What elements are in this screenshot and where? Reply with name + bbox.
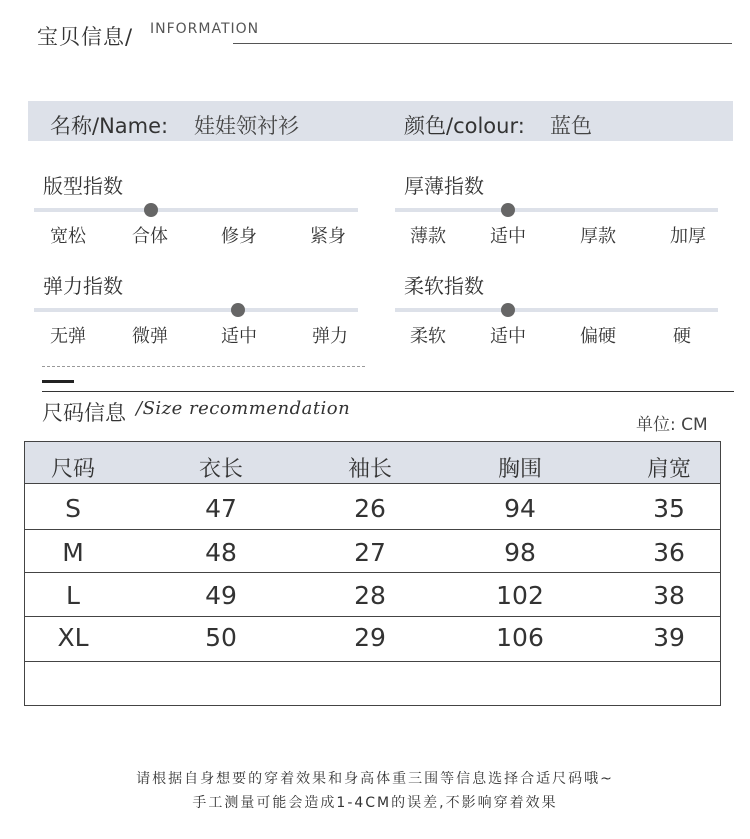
- header-divider: [233, 43, 732, 44]
- size-section-title: 尺码信息: [42, 401, 126, 425]
- stretch-index-option: 适中: [221, 326, 257, 347]
- table-header-cell: 肩宽: [646, 457, 691, 482]
- fit-index-option: 修身: [221, 226, 257, 247]
- fit-index-option: 宽松: [50, 226, 86, 247]
- stretch-index-track: [34, 308, 358, 312]
- size-advice-note: 请根据自身想要的穿着效果和身高体重三围等信息选择合适尺码哦~: [136, 771, 614, 787]
- name-value: 娃娃领衬衫: [194, 114, 299, 138]
- measurement-cell: 49: [205, 581, 237, 610]
- measurement-cell: 39: [653, 623, 685, 652]
- measurement-cell: 48: [205, 538, 237, 567]
- size-label-cell: S: [65, 494, 81, 523]
- table-row-divider: [25, 661, 720, 662]
- thickness-index-option: 适中: [490, 226, 526, 247]
- measurement-cell: 98: [504, 538, 536, 567]
- fit-index-option: 紧身: [310, 226, 346, 247]
- dashed-divider: [42, 366, 365, 367]
- thickness-index-title: 厚薄指数: [404, 174, 484, 198]
- thickness-index-option: 厚款: [580, 226, 616, 247]
- size-section-subtitle: /Size recommendation: [136, 398, 351, 419]
- table-header-cell: 胸围: [497, 457, 542, 482]
- thickness-index-option: 薄款: [410, 226, 446, 247]
- measurement-error-note: 手工测量可能会造成1-4CM的误差,不影响穿着效果: [192, 795, 558, 811]
- stretch-index-option: 微弹: [132, 326, 168, 347]
- fit-index-marker: [144, 203, 158, 217]
- unit-label: 单位: CM: [636, 415, 708, 435]
- softness-index-option: 偏硬: [580, 326, 616, 347]
- measurement-cell: 50: [205, 623, 237, 652]
- softness-index-track: [395, 308, 718, 312]
- section-accent-bar: [42, 380, 74, 383]
- measurement-cell: 106: [496, 623, 544, 652]
- measurement-cell: 38: [653, 581, 685, 610]
- stretch-index-title: 弹力指数: [43, 274, 123, 298]
- table-header-cell: 衣长: [198, 457, 243, 482]
- table-row-divider: [25, 616, 720, 617]
- measurement-cell: 94: [504, 494, 536, 523]
- color-label: 颜色/colour:: [404, 114, 525, 138]
- name-label: 名称/Name:: [50, 114, 169, 138]
- section-divider: [42, 391, 734, 392]
- measurement-cell: 36: [653, 538, 685, 567]
- measurement-cell: 27: [354, 538, 386, 567]
- color-value: 蓝色: [550, 114, 592, 138]
- size-label-cell: M: [62, 538, 84, 567]
- table-header-cell: 袖长: [347, 457, 392, 482]
- measurement-cell: 26: [354, 494, 386, 523]
- softness-index-title: 柔软指数: [404, 274, 484, 298]
- thickness-index-option: 加厚: [670, 226, 706, 247]
- table-row-divider: [25, 529, 720, 530]
- thickness-index-track: [395, 208, 718, 212]
- thickness-index-marker: [501, 203, 515, 217]
- section-subtitle: INFORMATION: [150, 21, 260, 37]
- measurement-cell: 28: [354, 581, 386, 610]
- softness-index-option: 硬: [673, 326, 691, 347]
- fit-index-track: [34, 208, 358, 212]
- measurement-cell: 47: [205, 494, 237, 523]
- table-header-cell: 尺码: [50, 457, 95, 482]
- measurement-cell: 29: [354, 623, 386, 652]
- stretch-index-option: 无弹: [50, 326, 86, 347]
- fit-index-title: 版型指数: [43, 174, 123, 198]
- measurement-cell: 35: [653, 494, 685, 523]
- size-label-cell: L: [66, 581, 80, 610]
- table-row-divider: [25, 572, 720, 573]
- measurement-cell: 102: [496, 581, 544, 610]
- softness-index-option: 柔软: [410, 326, 446, 347]
- section-title: 宝贝信息/: [37, 25, 134, 49]
- stretch-index-option: 弹力: [312, 326, 348, 347]
- stretch-index-marker: [231, 303, 245, 317]
- softness-index-option: 适中: [490, 326, 526, 347]
- size-label-cell: XL: [57, 623, 89, 652]
- softness-index-marker: [501, 303, 515, 317]
- fit-index-option: 合体: [132, 226, 168, 247]
